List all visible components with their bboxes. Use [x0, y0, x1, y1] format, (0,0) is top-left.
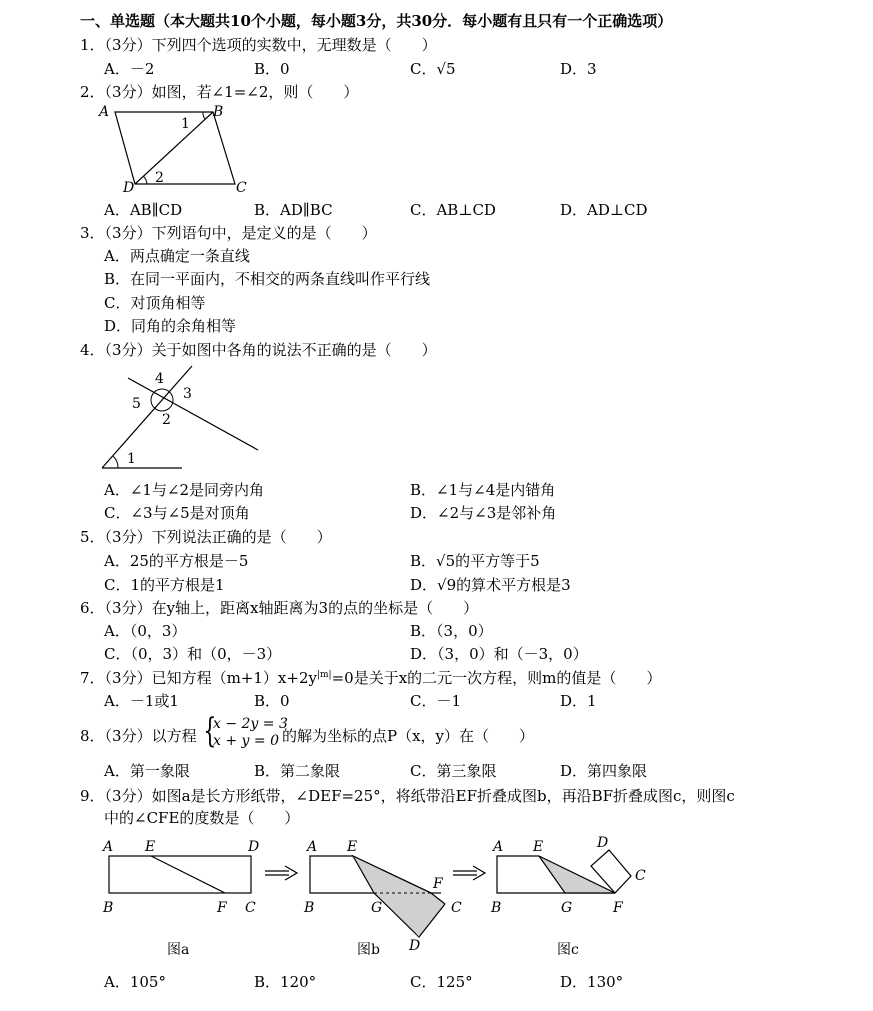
q9c-label-e: E — [533, 839, 544, 855]
q6-option-a[interactable]: A．（0，3） — [104, 622, 187, 640]
q6-option-b[interactable]: B．（3，0） — [410, 622, 493, 640]
q9-caption-a: 图a — [167, 942, 190, 958]
q7-stem-suffix: =0是关于x的二元一次方程，则m的值是（ ） — [331, 669, 662, 687]
q4-option-c[interactable]: C．∠3与∠5是对顶角 — [104, 504, 250, 522]
q4-angles-figure — [100, 362, 270, 474]
q5-option-a[interactable]: A．25的平方根是－5 — [104, 552, 249, 570]
q5-option-d[interactable]: D．√9的算术平方根是3 — [410, 576, 571, 594]
q4-angle-1-arc — [113, 456, 118, 468]
q3-option-c[interactable]: C．对顶角相等 — [104, 294, 206, 312]
question-7-stem — [80, 667, 661, 688]
q8-system-brace: { — [203, 711, 217, 751]
question-4-stem: 4．（3分）关于如图中各角的说法不正确的是（ ） — [80, 341, 437, 359]
q9a-strip — [109, 856, 251, 893]
q9c-label-f: F — [613, 900, 623, 916]
q2-label-2: 2 — [155, 170, 164, 186]
q9-figure-b — [303, 839, 462, 958]
q9b-label-d: D — [409, 938, 421, 954]
q2-option-a[interactable]: A．AB∥CD — [104, 201, 183, 219]
q9b-label-b: B — [304, 900, 315, 916]
q1-option-d[interactable]: D．3 — [560, 60, 597, 78]
question-5-stem: 5．（3分）下列说法正确的是（ ） — [80, 528, 332, 546]
q4-option-a[interactable]: A．∠1与∠2是同旁内角 — [104, 481, 265, 499]
q8-equation-system — [213, 716, 288, 750]
q9a-label-c: C — [245, 900, 256, 916]
q9c-label-a: A — [493, 839, 504, 855]
q7-option-c[interactable]: C．－1 — [410, 692, 462, 710]
question-3-stem: 3．（3分）下列语句中，是定义的是（ ） — [80, 224, 377, 242]
q4-line-a — [102, 366, 192, 468]
question-9-stem-line2: 中的∠CFE的度数是（ ） — [104, 809, 300, 827]
section-title: 一、单选题（本大题共10个小题，每小题3分，共30分．每小题有且只有一个正确选项） — [80, 12, 673, 30]
q3-option-d[interactable]: D．同角的余角相等 — [104, 317, 237, 335]
q9a-fold-line-ef — [151, 856, 225, 893]
q9b-flap — [353, 856, 445, 937]
question-9-stem-line1: 9．（3分）如图a是长方形纸带，∠DEF=25°，将纸带沿EF折叠成图b，再沿BF折叠成图c，则图c — [80, 787, 735, 805]
q2-option-d[interactable]: D．AD⊥CD — [560, 201, 648, 219]
q2-diagonal-bd — [135, 112, 213, 184]
q2-angle-2-arc — [143, 176, 147, 184]
q4-line-b — [128, 378, 258, 450]
q9c-label-d: D — [597, 835, 609, 851]
q9-figure-a — [101, 839, 259, 958]
q3-option-a[interactable]: A．两点确定一条直线 — [104, 247, 250, 265]
q2-option-c[interactable]: C．AB⊥CD — [410, 201, 496, 219]
q9-arrow-2 — [453, 866, 485, 880]
q9-option-c[interactable]: C．125° — [410, 973, 473, 991]
q1-option-c[interactable]: C．√5 — [410, 60, 456, 78]
q4-label-3: 3 — [183, 386, 192, 402]
question-8-prefix: 8．（3分）以方程 — [80, 727, 197, 745]
q9b-label-e: E — [347, 839, 358, 855]
q9c-label-c: C — [635, 868, 646, 884]
q2-option-b[interactable]: B．AD∥BC — [254, 201, 333, 219]
question-6-stem: 6．（3分）在y轴上，距离x轴距离为3的点的坐标是（ ） — [80, 599, 479, 617]
question-2-stem: 2．（3分）如图，若∠1=∠2，则（ ） — [80, 83, 359, 101]
q2-label-1: 1 — [181, 116, 190, 132]
q9b-label-f: F — [433, 876, 443, 892]
q9b-label-g: G — [371, 900, 383, 916]
q2-label-c: C — [236, 180, 247, 196]
q9-option-a[interactable]: A．105° — [104, 973, 166, 991]
question-8-suffix: 的解为坐标的点P（x，y）在（ ） — [282, 727, 535, 745]
q9b-label-a: A — [307, 839, 318, 855]
q4-label-1: 1 — [127, 451, 136, 467]
q4-option-d[interactable]: D．∠2与∠3是邻补角 — [410, 504, 557, 522]
q9a-label-d: D — [248, 839, 260, 855]
q8-option-c[interactable]: C．第三象限 — [410, 762, 497, 780]
q8-equation-1: x − 2y = 3 — [213, 716, 288, 732]
q9-caption-b: 图b — [357, 942, 380, 958]
q5-option-b[interactable]: B．√5的平方等于5 — [410, 552, 540, 570]
q8-equation-2: x + y = 0 — [213, 733, 279, 749]
q2-label-a: A — [99, 104, 110, 120]
q4-label-2: 2 — [162, 412, 171, 428]
q9-caption-c: 图c — [557, 942, 579, 958]
q5-option-c[interactable]: C．1的平方根是1 — [104, 576, 225, 594]
q8-option-b[interactable]: B．第二象限 — [254, 762, 341, 780]
q7-exponent: |m| — [316, 670, 332, 680]
q2-parallelogram-figure — [95, 100, 265, 200]
q9-figure-c — [490, 835, 646, 958]
q4-option-b[interactable]: B．∠1与∠4是内错角 — [410, 481, 556, 499]
question-1-stem: 1．（3分）下列四个选项的实数中，无理数是（ ） — [80, 36, 437, 54]
q2-label-b: B — [213, 104, 224, 120]
q2-quadrilateral — [115, 112, 235, 184]
q1-option-a[interactable]: A．－2 — [104, 60, 155, 78]
q3-option-b[interactable]: B．在同一平面内，不相交的两条直线叫作平行线 — [104, 270, 431, 288]
q9-folding-figure — [95, 836, 655, 964]
q9-option-d[interactable]: D．130° — [560, 973, 624, 991]
q4-label-4: 4 — [155, 371, 164, 387]
q9-option-b[interactable]: B．120° — [254, 973, 317, 991]
q8-option-a[interactable]: A．第一象限 — [104, 762, 190, 780]
q9a-label-f: F — [217, 900, 227, 916]
q9-arrow-1 — [265, 866, 297, 880]
q9a-label-a: A — [103, 839, 114, 855]
q9c-shaded — [539, 856, 615, 893]
q9c-label-b: B — [491, 900, 502, 916]
q8-option-d[interactable]: D．第四象限 — [560, 762, 648, 780]
q1-option-b[interactable]: B．0 — [254, 60, 290, 78]
q6-option-d[interactable]: D．（3，0）和（－3，0） — [410, 645, 588, 663]
q6-option-c[interactable]: C．（0，3）和（0，－3） — [104, 645, 282, 663]
q7-option-a[interactable]: A．－1或1 — [104, 692, 179, 710]
q2-angle-1-arc — [203, 112, 205, 119]
q9b-label-c: C — [451, 900, 462, 916]
q9a-label-e: E — [145, 839, 156, 855]
q7-option-b[interactable]: B．0 — [254, 692, 290, 710]
q2-label-d: D — [123, 180, 135, 196]
q4-label-5: 5 — [132, 396, 141, 412]
q9c-label-g: G — [561, 900, 573, 916]
q7-option-d[interactable]: D．1 — [560, 692, 597, 710]
q7-stem-prefix: 7．（3分）已知方程（m+1）x+2y — [80, 669, 317, 687]
q9a-label-b: B — [103, 900, 114, 916]
